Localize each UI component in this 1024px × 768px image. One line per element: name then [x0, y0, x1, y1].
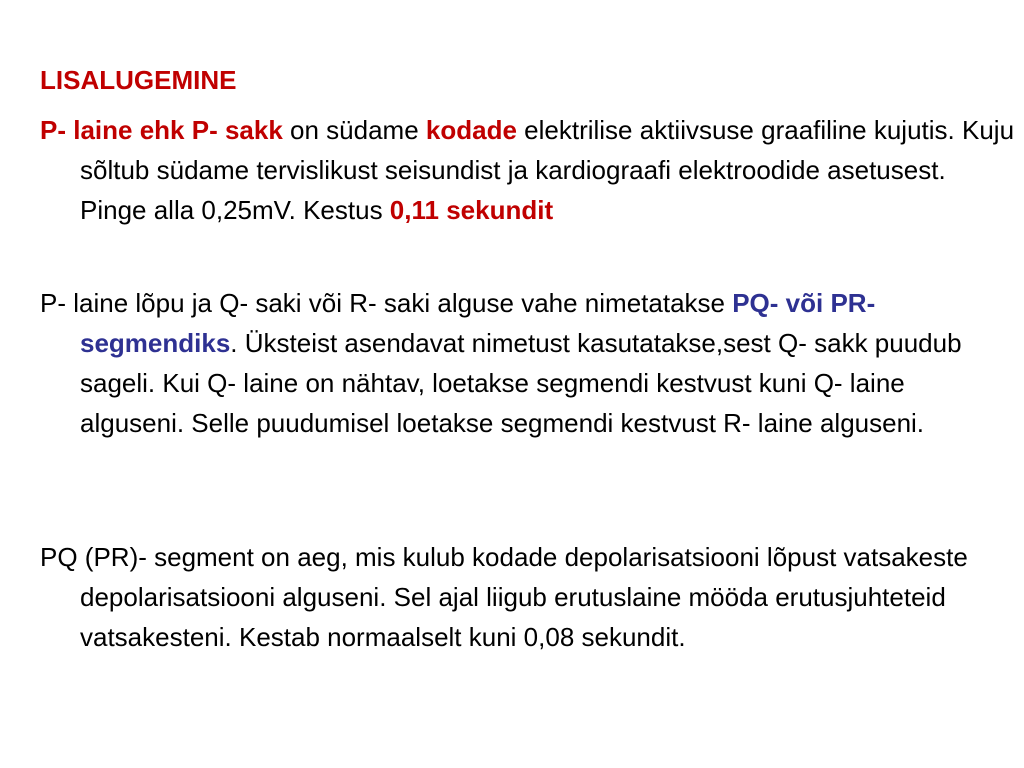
term-pq-segment: PQ- või PR- segmendiks — [80, 288, 876, 358]
text-segment: P- laine lõpu ja Q- saki või R- saki alguse vahe nimetatakse — [40, 288, 733, 318]
term-p-wave: P- laine ehk P- sakk — [40, 115, 283, 145]
paragraph-pq-definition — [40, 537, 1015, 657]
text-segment: on südame — [282, 115, 426, 145]
duration-value: 0,11 sekundit — [389, 195, 554, 225]
paragraph-p-wave — [40, 110, 1015, 230]
slide-heading: LISALUGEMINE — [40, 65, 237, 95]
text-segment: PQ (PR)- segment on aeg, mis kulub kodade depolarisatsiooni lõpust vatsakeste depolarisatsiooni alguseni. Sel ajal liigub erutuslaine mööda erutusjuhteteid vatsakesteni. Kestab normaalselt kuni 0,08 sekundit. — [40, 542, 968, 652]
text-segment: elektrilise aktiivsuse graafiline kujutis. Kuju sõltub südame tervislikust seisundist ja kardiograafi elektroodide asetusest. Pinge alla 0,25mV. Kestus — [80, 115, 1015, 225]
text-segment: . Üksteist asendavat nimetust kasutatakse,sest Q- sakk puudub sageli. Kui Q- laine on nähtav, loetakse segmendi kestvust kuni Q- laine alguseni. Selle puudumisel loetakse segmendi kestvust R- laine alguseni. — [80, 328, 962, 438]
term-kodade: kodade — [425, 115, 517, 145]
paragraph-pq-segment — [40, 283, 1015, 443]
